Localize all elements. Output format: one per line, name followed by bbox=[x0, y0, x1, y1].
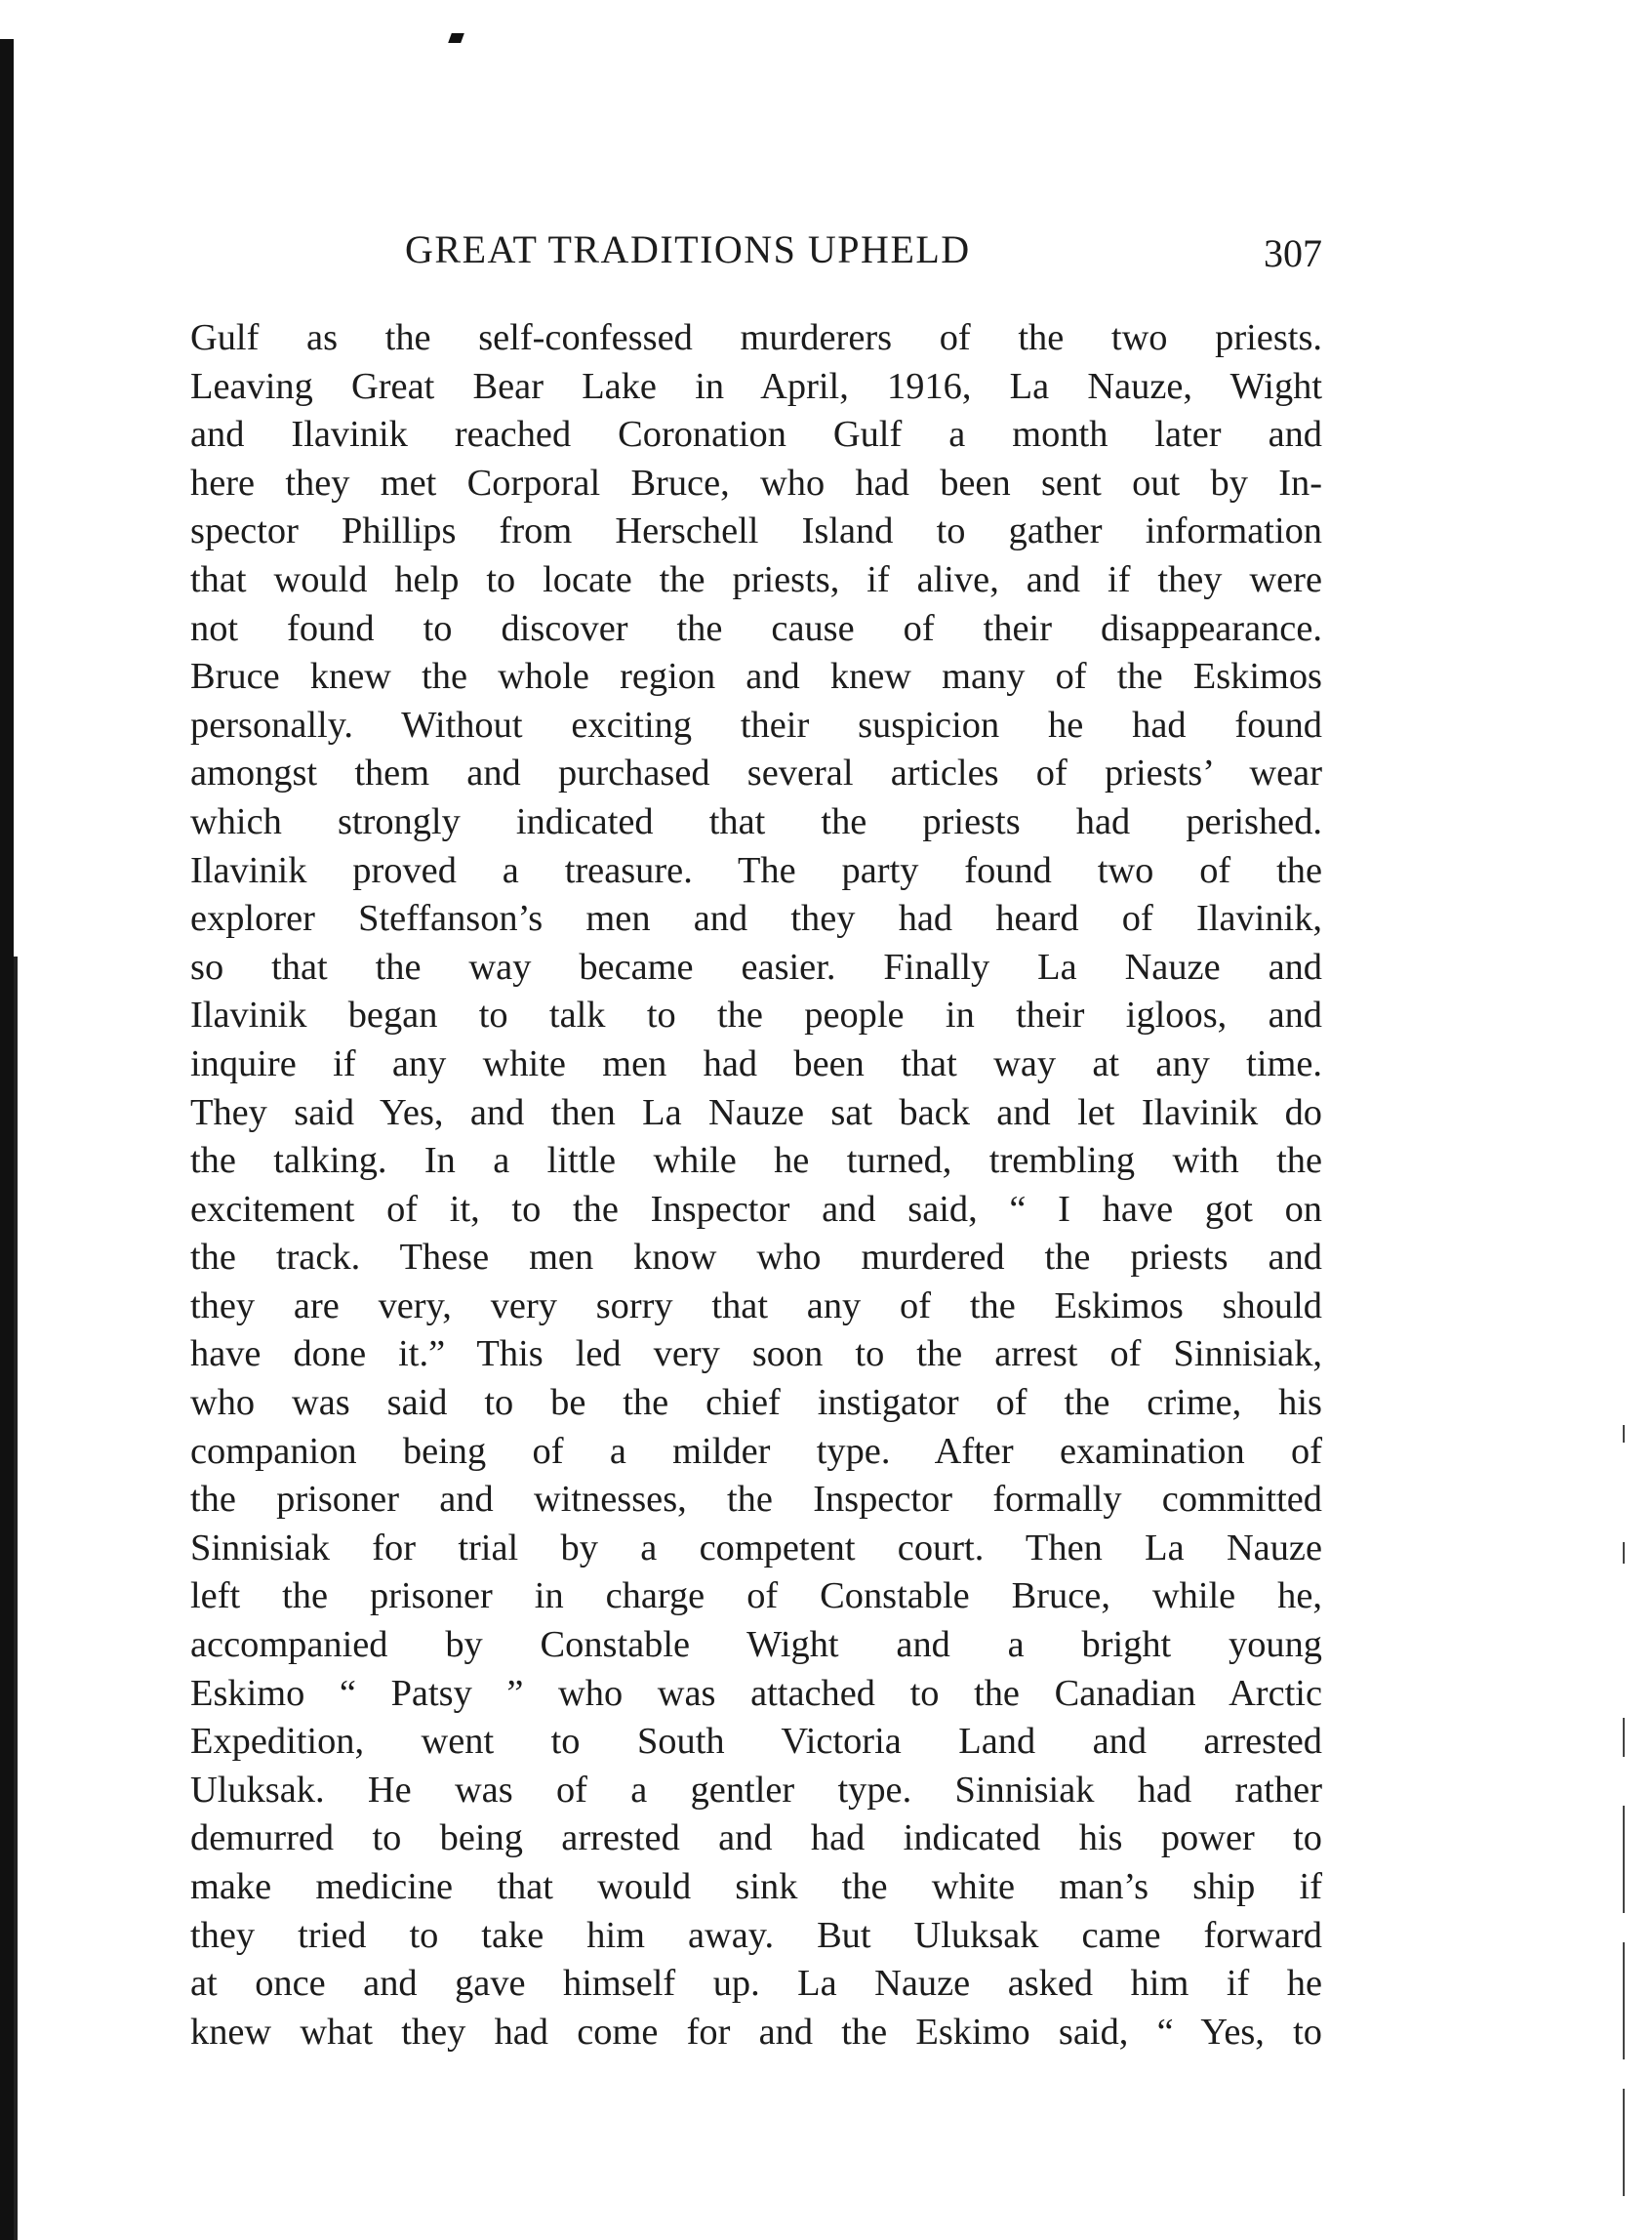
text-line: who was said to be the chief instigator of the crime, his bbox=[190, 1382, 1322, 1424]
edge-mark bbox=[1623, 2089, 1625, 2196]
text-line: left the prisoner in charge of Constable Bruce, while he, bbox=[190, 1575, 1322, 1617]
text-line: here they met Corporal Bruce, who had been sent out by In- bbox=[190, 462, 1322, 504]
text-line: they are very, very sorry that any of the Eskimos should bbox=[190, 1284, 1322, 1326]
edge-mark bbox=[1623, 1542, 1625, 1564]
text-line: the prisoner and witnesses, the Inspector formally committed bbox=[190, 1479, 1322, 1521]
text-line: knew what they had come for and the Eskimo said, “ Yes, to bbox=[190, 2011, 1322, 2053]
text-line: demurred to being arrested and had indicated his power to bbox=[190, 1817, 1322, 1859]
edge-mark bbox=[1623, 1806, 1625, 1913]
text-line: they tried to take him away. But Uluksak came forward bbox=[190, 1914, 1322, 1956]
text-line: Leaving Great Bear Lake in April, 1916, La Nauze, Wight bbox=[190, 365, 1322, 407]
text-line: personally. Without exciting their suspicion he had found bbox=[190, 704, 1322, 746]
text-line: the track. These men know who murdered the priests and bbox=[190, 1237, 1322, 1279]
text-line: amongst them and purchased several articles of priests’ wear bbox=[190, 753, 1322, 794]
text-line: not found to discover the cause of their disappearance. bbox=[190, 607, 1322, 649]
text-line: Ilavinik proved a treasure. The party found two of the bbox=[190, 849, 1322, 891]
text-line: spector Phillips from Herschell Island to gather information bbox=[190, 510, 1322, 552]
text-line: make medicine that would sink the white man’s ship if bbox=[190, 1866, 1322, 1907]
text-line: Sinnisiak for trial by a competent court. Then La Nauze bbox=[190, 1527, 1322, 1568]
edge-mark bbox=[1623, 1718, 1625, 1757]
binding-shadow-inner bbox=[14, 957, 18, 2240]
text-line: which strongly indicated that the priests had perished. bbox=[190, 800, 1322, 842]
scan-speck bbox=[448, 33, 464, 43]
edge-mark bbox=[1623, 1425, 1625, 1443]
edge-mark bbox=[1623, 1942, 1625, 2059]
text-line: Ilavinik began to talk to the people in their igloos, and bbox=[190, 995, 1322, 1037]
text-line: accompanied by Constable Wight and a bright young bbox=[190, 1624, 1322, 1666]
page-number: 307 bbox=[1264, 231, 1322, 275]
text-line: that would help to locate the priests, if alive, and if they were bbox=[190, 558, 1322, 600]
text-line: Gulf as the self-confessed murderers of the two priests. bbox=[190, 317, 1322, 358]
text-line: They said Yes, and then La Nauze sat back and let Ilavinik do bbox=[190, 1091, 1322, 1133]
text-line: inquire if any white men had been that way at any time. bbox=[190, 1042, 1322, 1084]
text-line: explorer Steffanson’s men and they had heard of Ilavinik, bbox=[190, 898, 1322, 940]
scan-edge-marks bbox=[1623, 1425, 1627, 2225]
text-line: Eskimo “ Patsy ” who was attached to the Canadian Arctic bbox=[190, 1672, 1322, 1714]
text-line: so that the way became easier. Finally La Nauze and bbox=[190, 946, 1322, 988]
text-line: and Ilavinik reached Coronation Gulf a month later and bbox=[190, 414, 1322, 456]
page-header bbox=[190, 226, 1322, 285]
running-title: GREAT TRADITIONS UPHELD bbox=[405, 227, 971, 271]
body-text bbox=[190, 314, 1322, 2057]
text-line: excitement of it, to the Inspector and said, “ I have got on bbox=[190, 1188, 1322, 1230]
text-line: companion being of a milder type. After examination of bbox=[190, 1430, 1322, 1472]
binding-shadow bbox=[0, 39, 14, 2240]
text-line: at once and gave himself up. La Nauze asked him if he bbox=[190, 1963, 1322, 2005]
text-line: have done it.” This led very soon to the arrest of Sinnisiak, bbox=[190, 1333, 1322, 1375]
text-line: Bruce knew the whole region and knew many of the Eskimos bbox=[190, 656, 1322, 698]
text-line: Uluksak. He was of a gentler type. Sinnisiak had rather bbox=[190, 1769, 1322, 1811]
text-line: the talking. In a little while he turned, trembling with the bbox=[190, 1140, 1322, 1182]
text-line: Expedition, went to South Victoria Land and arrested bbox=[190, 1721, 1322, 1763]
